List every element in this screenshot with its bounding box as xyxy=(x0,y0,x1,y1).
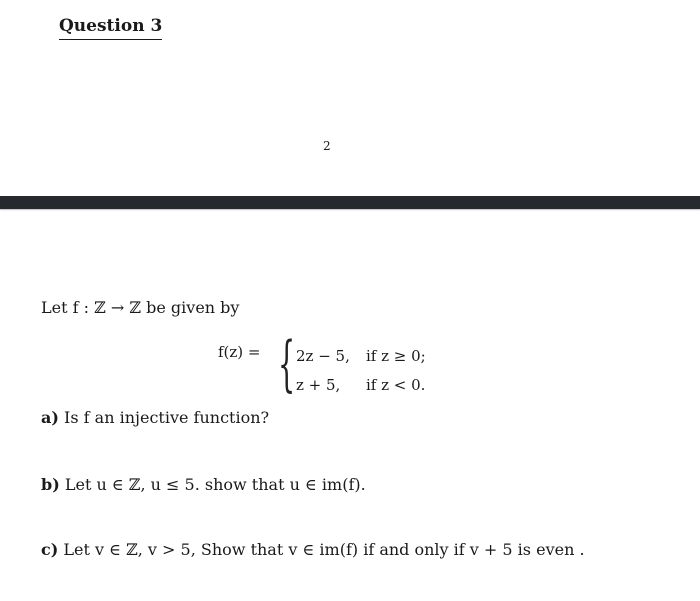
case1-condition: if z ≥ 0; xyxy=(366,347,426,365)
problem-intro: Let f : ℤ → ℤ be given by xyxy=(41,298,240,317)
part-c-text: Let v ∈ ℤ, v > 5, Show that v ∈ im(f) if and only if v + 5 is even . xyxy=(63,540,585,559)
case1-expression: 2z − 5, xyxy=(296,347,350,365)
part-b-text: Let u ∈ ℤ, u ≤ 5. show that u ∈ im(f). xyxy=(64,475,366,494)
part-a-label: a) xyxy=(41,408,59,427)
part-a-text: Is f an injective function? xyxy=(64,408,270,427)
part-a xyxy=(41,408,269,427)
page-divider-bar xyxy=(0,196,700,209)
case2-expression: z + 5, xyxy=(296,376,341,394)
case2-condition: if z < 0. xyxy=(366,376,426,394)
part-c xyxy=(41,540,585,559)
question-title: Question 3 xyxy=(59,16,162,40)
piecewise-brace-icon: { xyxy=(278,329,296,399)
page-number: 2 xyxy=(323,139,331,153)
part-c-label: c) xyxy=(41,540,59,559)
part-b xyxy=(41,475,366,494)
function-lhs: f(z) = xyxy=(218,343,261,361)
part-b-label: b) xyxy=(41,475,60,494)
